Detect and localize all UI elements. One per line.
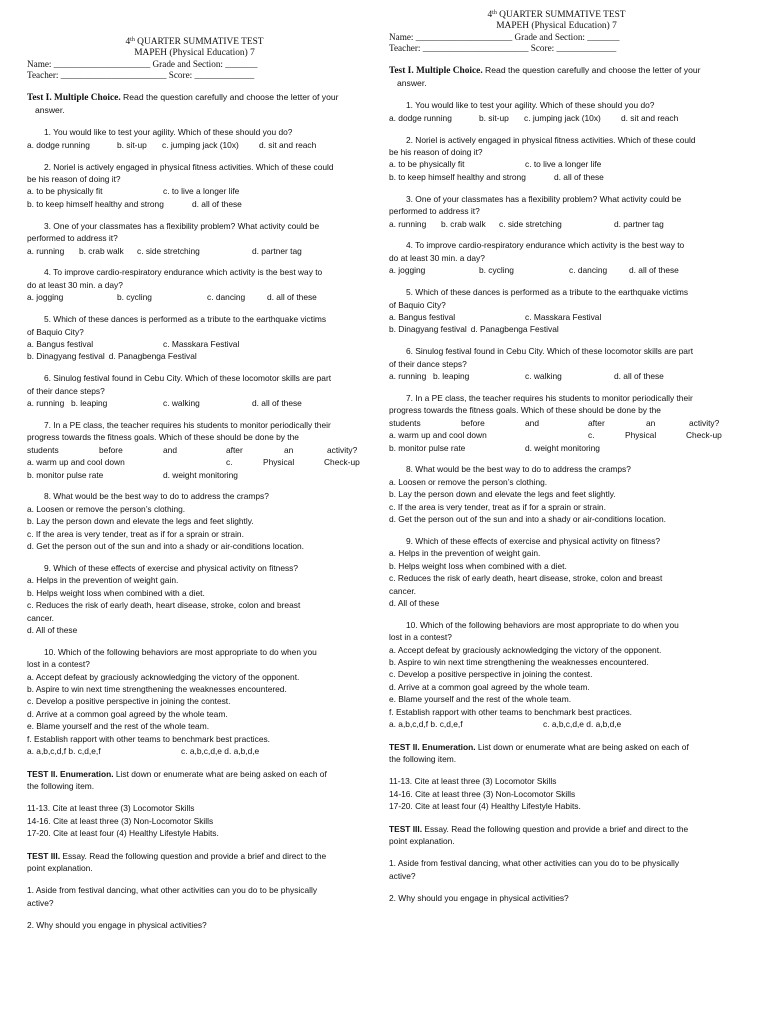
- name-grade-line: Name: _____________________ Grade and Section: _______: [27, 59, 258, 69]
- teacher-score-line: Teacher: _______________________ Score: _____________: [27, 70, 255, 80]
- options-row: [389, 311, 724, 323]
- answer-option: b. crab walk: [441, 218, 486, 229]
- question-stem: 5. Which of these dances is performed as a tribute to the earthquake victims: [44, 314, 327, 325]
- q7-word: activity?: [689, 417, 720, 428]
- answer-option: a. Bangus festival: [389, 311, 456, 322]
- q7-word: an: [284, 444, 294, 455]
- options-row: [27, 185, 362, 197]
- options-row: [27, 198, 362, 210]
- answer-option: b. Dinagyang festival: [27, 351, 105, 362]
- question-stem: of their dance steps?: [27, 385, 105, 396]
- answer-option: b. crab walk: [79, 245, 124, 256]
- question-stem: 2. Noriel is actively engaged in physical fitness activities. Which of these could: [44, 161, 334, 172]
- test-title: 4th QUARTER SUMMATIVE TEST: [125, 37, 264, 47]
- enum-item: 14-16. Cite at least three (3) Non-Locomotor Skills: [27, 815, 214, 826]
- test3-title: TEST III.: [389, 823, 423, 834]
- question-stem: be his reason of doing it?: [27, 174, 121, 185]
- question-4: [389, 239, 724, 276]
- answer-option: d. sit and reach: [259, 139, 317, 150]
- answer-option: d. all of these: [614, 371, 664, 382]
- answer-option: b. sit-up: [479, 112, 509, 123]
- options-row: [27, 291, 362, 303]
- question-stem: 4. To improve cardio-respiratory endurance which activity is the best way to: [44, 267, 323, 278]
- test3-section: TEST III. Essay. Read the following question and provide a brief and direct to the point explanation. 1. Aside from festival dancing, what other activities can you do to be physically active? 2. Why should you engage in physical activities?: [389, 823, 724, 905]
- q7-word: before: [99, 444, 123, 455]
- question-6: [27, 372, 362, 409]
- question-9: 9. Which of these effects of exercise and physical activity on fitness? a. Helps in the prevention of weight gain. b. Helps weight loss when combined with a diet. c. Reduces the risk of early death, heart disease, stroke, colon and breast cancer. d. All of these: [389, 535, 663, 608]
- test1-instructions: Test I. Multiple Choice. Read the question carefully and choose the letter of your answer.: [389, 65, 701, 89]
- question-3: [389, 193, 724, 230]
- question-7: 7. In a PE class, the teacher requires his students to monitor periodically their progress towards the fitness goals. Which of these should be done by the students before and after an activity? a. warm up and cool down c. Physical Check-up b. monitor pulse rate d. weight monitoring: [389, 392, 724, 454]
- answer-option: c. side stretching: [499, 218, 562, 229]
- question-1: [389, 99, 724, 124]
- enum-item: 17-20. Cite at least four (4) Healthy Lifestyle Habits.: [27, 828, 219, 839]
- question-stem: of their dance steps?: [389, 358, 467, 369]
- question-5: [389, 286, 724, 336]
- answer-option: d. Panagbenga Festival: [470, 324, 559, 335]
- answer-option: d. sit and reach: [621, 112, 679, 123]
- q7-word: students: [27, 444, 59, 455]
- options-row: [389, 218, 724, 230]
- test1-title: Test I. Multiple Choice.: [389, 66, 483, 76]
- essay-question-1: 1. Aside from festival dancing, what other activities can you do to be physically: [27, 885, 318, 896]
- answer-option: d. all of these: [267, 292, 317, 303]
- essay-question-2: 2. Why should you engage in physical activities?: [389, 893, 569, 904]
- answer-option: d. all of these: [629, 265, 679, 276]
- answer-option: b. leaping: [71, 398, 108, 409]
- q7-word: an: [646, 417, 656, 428]
- test2-title: TEST II. Enumeration.: [389, 741, 476, 752]
- question-9: 9. Which of these effects of exercise and physical activity on fitness? a. Helps in the prevention of weight gain. b. Helps weight loss when combined with a diet. c. Reduces the risk of early death, heart disease, stroke, colon and breast cancer. d. All of these: [27, 562, 301, 635]
- question-stem: performed to address it?: [389, 206, 480, 217]
- answer-option: c. Masskara Festival: [163, 338, 240, 349]
- options-row: [389, 158, 724, 170]
- essay-question-2: 2. Why should you engage in physical activities?: [27, 920, 207, 931]
- answer-option: b. to keep himself healthy and strong: [389, 171, 526, 182]
- question-8: 8. What would be the best way to do to address the cramps? a. Loosen or remove the person’s clothing. b. Lay the person down and elevate the legs and feet slightly. c. If the area is very tender, treat as if for a sprain or strain. d. Get the person out of the sun and into a shady or air-conditions location.: [27, 491, 305, 552]
- test3-title: TEST III.: [27, 850, 61, 861]
- answer-option: c. walking: [163, 398, 200, 409]
- question-8: 8. What would be the best way to do to address the cramps? a. Loosen or remove the person’s clothing. b. Lay the person down and elevate the legs and feet slightly. c. If the area is very tender, treat as if for a sprain or strain. d. Get the person out of the sun and into a shady or air-conditions location.: [389, 464, 667, 525]
- test2-section: TEST II. Enumeration. List down or enumerate what are being asked on each of the following item. 11-13. Cite at least three (3) Locomotor Skills 14-16. Cite at least three (3) Non-Locomotor Skills 17-20. Cite at least four (4) Healthy Lifestyle Habits.: [389, 741, 724, 813]
- answer-option: a. Bangus festival: [27, 338, 94, 349]
- question-stem: 5. Which of these dances is performed as a tribute to the earthquake victims: [406, 287, 689, 298]
- answer-option: d. all of these: [192, 198, 242, 209]
- answer-option: a. running: [389, 218, 427, 229]
- test3-section: TEST III. Essay. Read the following question and provide a brief and direct to the point explanation. 1. Aside from festival dancing, what other activities can you do to be physically active? 2. Why should you engage in physical activities?: [27, 850, 362, 932]
- teacher-score-line: Teacher: _______________________ Score: _____________: [389, 43, 617, 53]
- answer-option: a. running: [27, 245, 65, 256]
- question-stem: be his reason of doing it?: [389, 147, 483, 158]
- question-3: [27, 220, 362, 257]
- enum-item: 14-16. Cite at least three (3) Non-Locomotor Skills: [389, 788, 576, 799]
- test1-title: Test I. Multiple Choice.: [27, 93, 121, 103]
- q7-word-line: [27, 444, 362, 456]
- question-stem: 6. Sinulog festival found in Cebu City. Which of these locomotor skills are part: [44, 373, 332, 384]
- question-stem: 3. One of your classmates has a flexibility problem? What activity could be: [44, 220, 320, 231]
- answer-option: a. running: [27, 398, 65, 409]
- right-test-copy: [389, 10, 724, 905]
- answer-option: a. to be physically fit: [389, 159, 465, 170]
- enum-item: 17-20. Cite at least four (4) Healthy Lifestyle Habits.: [389, 801, 581, 812]
- answer-option: a. jogging: [389, 265, 426, 276]
- test2-title: TEST II. Enumeration.: [27, 768, 114, 779]
- q7-word: after: [588, 417, 605, 428]
- enum-item: 11-13. Cite at least three (3) Locomotor Skills: [27, 803, 195, 814]
- options-row: [389, 264, 724, 276]
- answer-option: c. Masskara Festival: [525, 311, 602, 322]
- q7-word: and: [163, 444, 177, 455]
- question-stem: of Baquio City?: [27, 326, 84, 337]
- subject-title: MAPEH (Physical Education) 7: [496, 21, 617, 31]
- q7-word: and: [525, 417, 539, 428]
- question-stem: do at least 30 min. a day?: [27, 279, 123, 290]
- question-1: [27, 126, 362, 151]
- question-stem: 4. To improve cardio-respiratory endurance which activity is the best way to: [406, 240, 685, 251]
- answer-option: c. side stretching: [137, 245, 200, 256]
- subject-title: MAPEH (Physical Education) 7: [134, 48, 255, 58]
- mc-questions: [389, 99, 724, 382]
- options-row: [27, 338, 362, 350]
- answer-option: c. dancing: [569, 265, 608, 276]
- answer-option: d. Panagbenga Festival: [108, 351, 197, 362]
- test2-section: TEST II. Enumeration. List down or enumerate what are being asked on each of the following item. 11-13. Cite at least three (3) Locomotor Skills 14-16. Cite at least three (3) Non-Locomotor Skills 17-20. Cite at least four (4) Healthy Lifestyle Habits.: [27, 768, 362, 840]
- answer-option: b. Dinagyang festival: [389, 324, 467, 335]
- answer-option: c. to live a longer life: [163, 186, 240, 197]
- question-stem: 3. One of your classmates has a flexibility problem? What activity could be: [406, 193, 682, 204]
- question-stem: 1. You would like to test your agility. Which of these should you do?: [44, 127, 293, 138]
- answer-option: a. dodge running: [27, 139, 90, 150]
- question-4: [27, 266, 362, 303]
- test-header: [27, 37, 362, 59]
- answer-option: a. running: [389, 371, 427, 382]
- mc-questions: [27, 126, 362, 409]
- question-stem: 6. Sinulog festival found in Cebu City. Which of these locomotor skills are part: [406, 346, 694, 357]
- q7-word: after: [226, 444, 243, 455]
- answer-option: b. cycling: [117, 292, 152, 303]
- answer-option: d. partner tag: [614, 218, 664, 229]
- name-grade-line: Name: _____________________ Grade and Section: _______: [389, 32, 620, 42]
- answer-option: b. sit-up: [117, 139, 147, 150]
- answer-option: a. to be physically fit: [27, 186, 103, 197]
- options-row: [389, 323, 724, 335]
- answer-option: c. walking: [525, 371, 562, 382]
- answer-option: c. jumping jack (10x): [162, 139, 239, 150]
- answer-option: c. dancing: [207, 292, 246, 303]
- question-2: [389, 134, 724, 184]
- options-row: [27, 139, 362, 151]
- options-row: [27, 350, 362, 362]
- question-stem: do at least 30 min. a day?: [389, 252, 485, 263]
- question-7: 7. In a PE class, the teacher requires his students to monitor periodically their progress towards the fitness goals. Which of these should be done by the students before and after an activity? a. warm up and cool down c. Physical Check-up b. monitor pulse rate d. weight monitoring: [27, 419, 362, 481]
- test-header: [389, 10, 724, 32]
- question-stem: of Baquio City?: [389, 299, 446, 310]
- answer-option: b. leaping: [433, 371, 470, 382]
- question-2: [27, 161, 362, 211]
- answer-option: d. all of these: [554, 171, 604, 182]
- answer-option: b. to keep himself healthy and strong: [27, 198, 164, 209]
- q7-word: before: [461, 417, 485, 428]
- answer-option: d. all of these: [252, 398, 302, 409]
- options-row: [27, 245, 362, 257]
- question-stem: 2. Noriel is actively engaged in physical fitness activities. Which of these could: [406, 134, 696, 145]
- options-row: [389, 370, 724, 382]
- answer-option: c. jumping jack (10x): [524, 112, 601, 123]
- q7-word: activity?: [327, 444, 358, 455]
- answer-option: b. cycling: [479, 265, 514, 276]
- answer-option: c. to live a longer life: [525, 159, 602, 170]
- question-stem: performed to address it?: [27, 233, 118, 244]
- q7-word: students: [389, 417, 421, 428]
- q7-word-line: [389, 417, 724, 429]
- enum-item: 11-13. Cite at least three (3) Locomotor Skills: [389, 776, 557, 787]
- answer-option: a. dodge running: [389, 112, 452, 123]
- test1-instructions: Test I. Multiple Choice. Read the question carefully and choose the letter of your answer.: [27, 92, 339, 116]
- options-row: [389, 112, 724, 124]
- answer-option: d. partner tag: [252, 245, 302, 256]
- test-title: 4th QUARTER SUMMATIVE TEST: [487, 10, 626, 20]
- left-test-copy: [27, 37, 362, 932]
- answer-option: a. jogging: [27, 292, 64, 303]
- question-6: [389, 345, 724, 382]
- question-10: 10. Which of the following behaviors are most appropriate to do when you lost in a contest? a. Accept defeat by graciously acknowledging the victory of the opponent. b. Aspire to win next time strengthening the weaknesses encountered. c. Develop a positive perspective in joining the contest. d. Arrive at a common goal agreed by the whole team. e. Blame yourself and the rest of the whole team. f. Establish rapport with other teams to benchmark best practices. a. a,b,c,d,f b. c,d,e,f c. a,b,c,d,e d. a,b,d,e: [389, 619, 679, 730]
- essay-question-1: 1. Aside from festival dancing, what other activities can you do to be physically: [389, 858, 680, 869]
- question-5: [27, 313, 362, 363]
- options-row: [389, 171, 724, 183]
- question-stem: 1. You would like to test your agility. Which of these should you do?: [406, 100, 655, 111]
- question-10: 10. Which of the following behaviors are most appropriate to do when you lost in a contest? a. Accept defeat by graciously acknowledging the victory of the opponent. b. Aspire to win next time strengthening the weaknesses encountered. c. Develop a positive perspective in joining the contest. d. Arrive at a common goal agreed by the whole team. e. Blame yourself and the rest of the whole team. f. Establish rapport with other teams to benchmark best practices. a. a,b,c,d,f b. c,d,e,f c. a,b,c,d,e d. a,b,d,e: [27, 646, 317, 757]
- options-row: [27, 397, 362, 409]
